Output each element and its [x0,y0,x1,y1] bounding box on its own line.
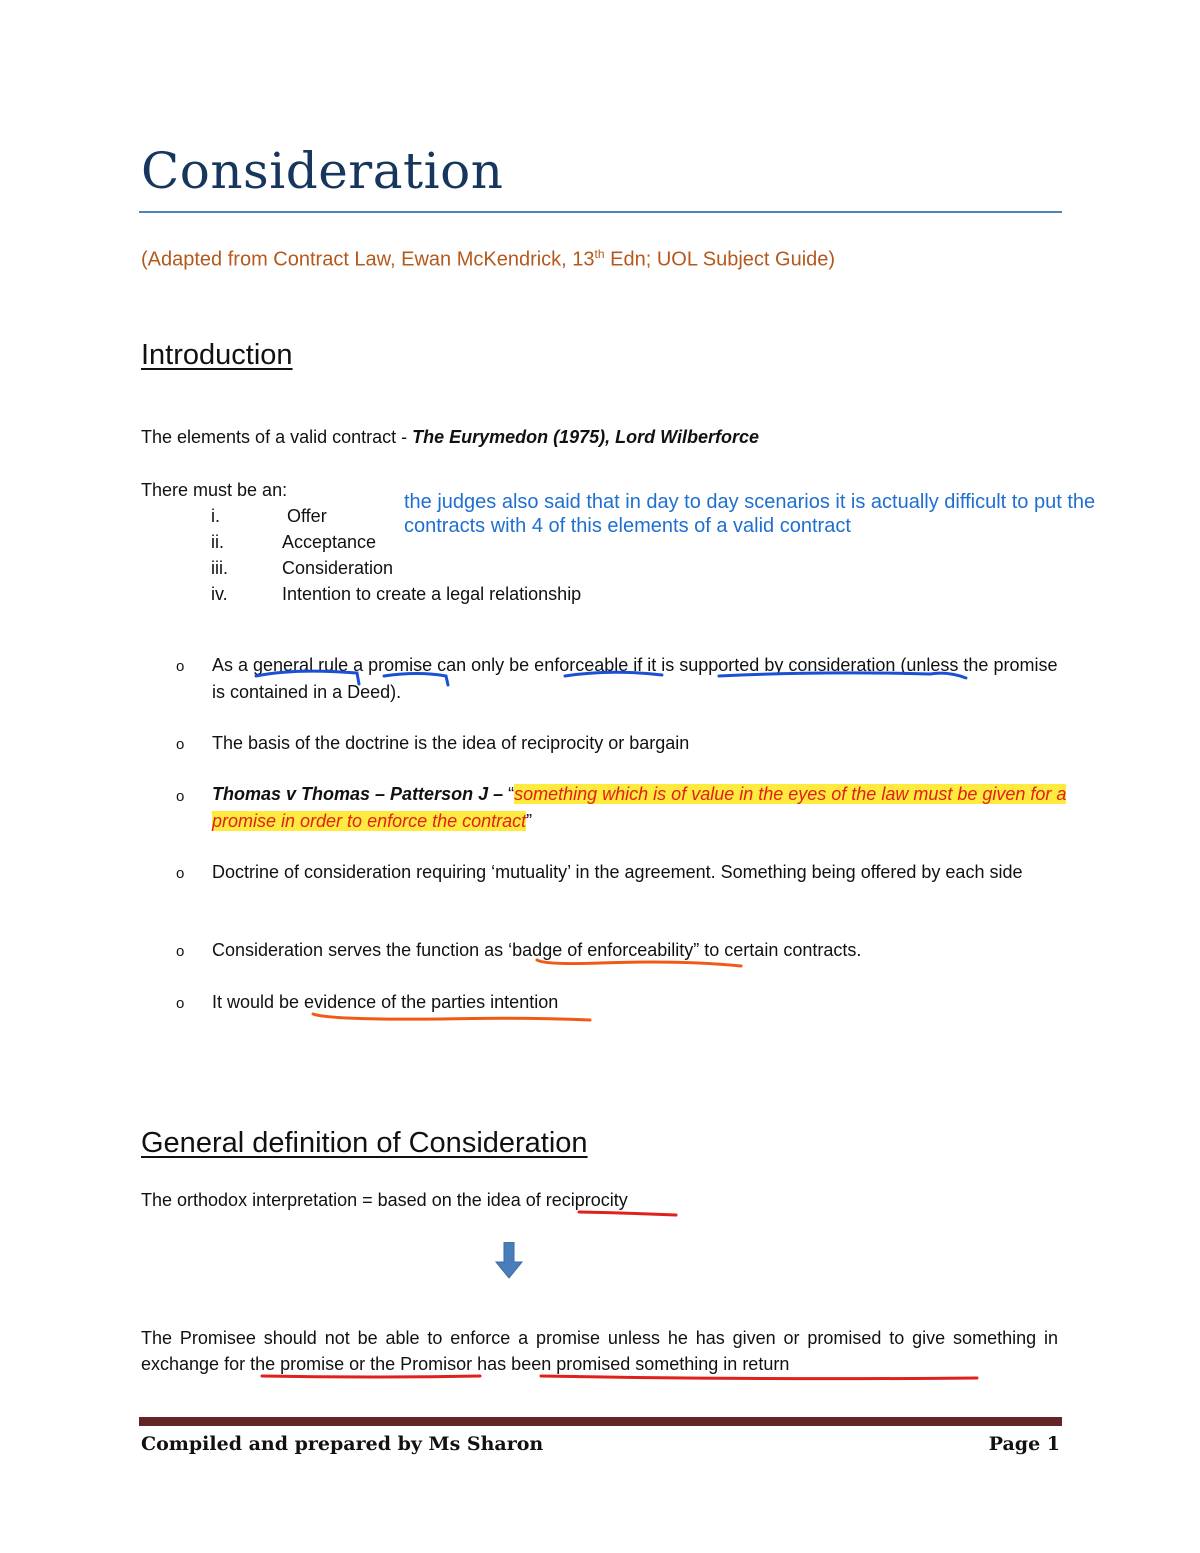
must-be-line: There must be an: [141,480,288,500]
bullet-marker: o [176,995,185,1012]
list-num: ii. [211,532,224,552]
quote-open: “ [508,784,515,804]
elements-line [141,427,759,448]
footer-page-number: Page 1 [988,1433,1060,1455]
thomas-case: Thomas v Thomas – Patterson J – [212,784,509,804]
list-item: Acceptance [282,532,377,552]
list-item: Offer [287,506,327,526]
bullet-general-rule: As a general rule a promise can only be enforceable if it is supported by consideration (unless the promise is contained in a Deed). [212,655,1058,702]
underline-reciprocity [579,1212,676,1215]
source-sup: th [594,247,605,261]
list-num: iii. [211,558,228,578]
bullet-evidence: It would be evidence of the parties intention [212,992,559,1012]
bullet-basis: The basis of the doctrine is the idea of reciprocity or bargain [212,733,690,753]
source-main: (Adapted from Contract Law, Ewan McKendrick, 13 [141,248,595,271]
orthodox-line: The orthodox interpretation = based on the idea of reciprocity [141,1190,628,1210]
list-item: Consideration [282,558,394,578]
list-num: i. [211,506,220,526]
handwritten-note [404,490,1134,538]
list-num: iv. [211,584,228,604]
bullet-marker: o [176,943,185,960]
list-item: Intention to create a legal relationship [282,584,582,604]
bullet-badge: Consideration serves the function as ‘badge of enforceability” to certain contracts. [212,940,862,960]
thomas-quote: something which is of value in the eyes of the law must be given for a promise in order to enforce the contract [212,784,1067,831]
bullet-marker: o [176,788,185,805]
title-rule [139,211,1062,213]
note-line-1: the judges also said that in day to day scenarios it is actually difficult to put the [404,491,1096,513]
bullet-marker: o [176,658,185,675]
elements-case: The Eurymedon (1975), Lord Wilberforce [412,427,760,447]
bullet-marker: o [176,736,185,753]
quote-close: ” [526,811,533,831]
source-citation [141,247,835,272]
elements-prefix: The elements of a valid contract - [141,427,413,447]
footer-rule [139,1417,1062,1426]
source-tail: Edn; UOL Subject Guide) [604,248,836,271]
down-arrow-icon [494,1242,524,1280]
intro-heading: Introduction [141,339,293,371]
bullet-mutuality: Doctrine of consideration requiring ‘mutuality’ in the agreement. Something being offered by each side [212,862,1023,882]
note-line-2: contracts with 4 of this elements of a valid contract [404,515,851,537]
footer-author: Compiled and prepared by Ms Sharon [141,1433,544,1455]
bullet-thomas [212,781,1067,835]
bullet-marker: o [176,865,185,882]
promisee-paragraph: The Promisee should not be able to enforce a promise unless he has given or promised to give something in exchange for the promise or the Promisor has been promised something in return [141,1328,1058,1374]
page-title: Consideration [141,142,504,200]
general-heading: General definition of Consideration [141,1127,588,1159]
